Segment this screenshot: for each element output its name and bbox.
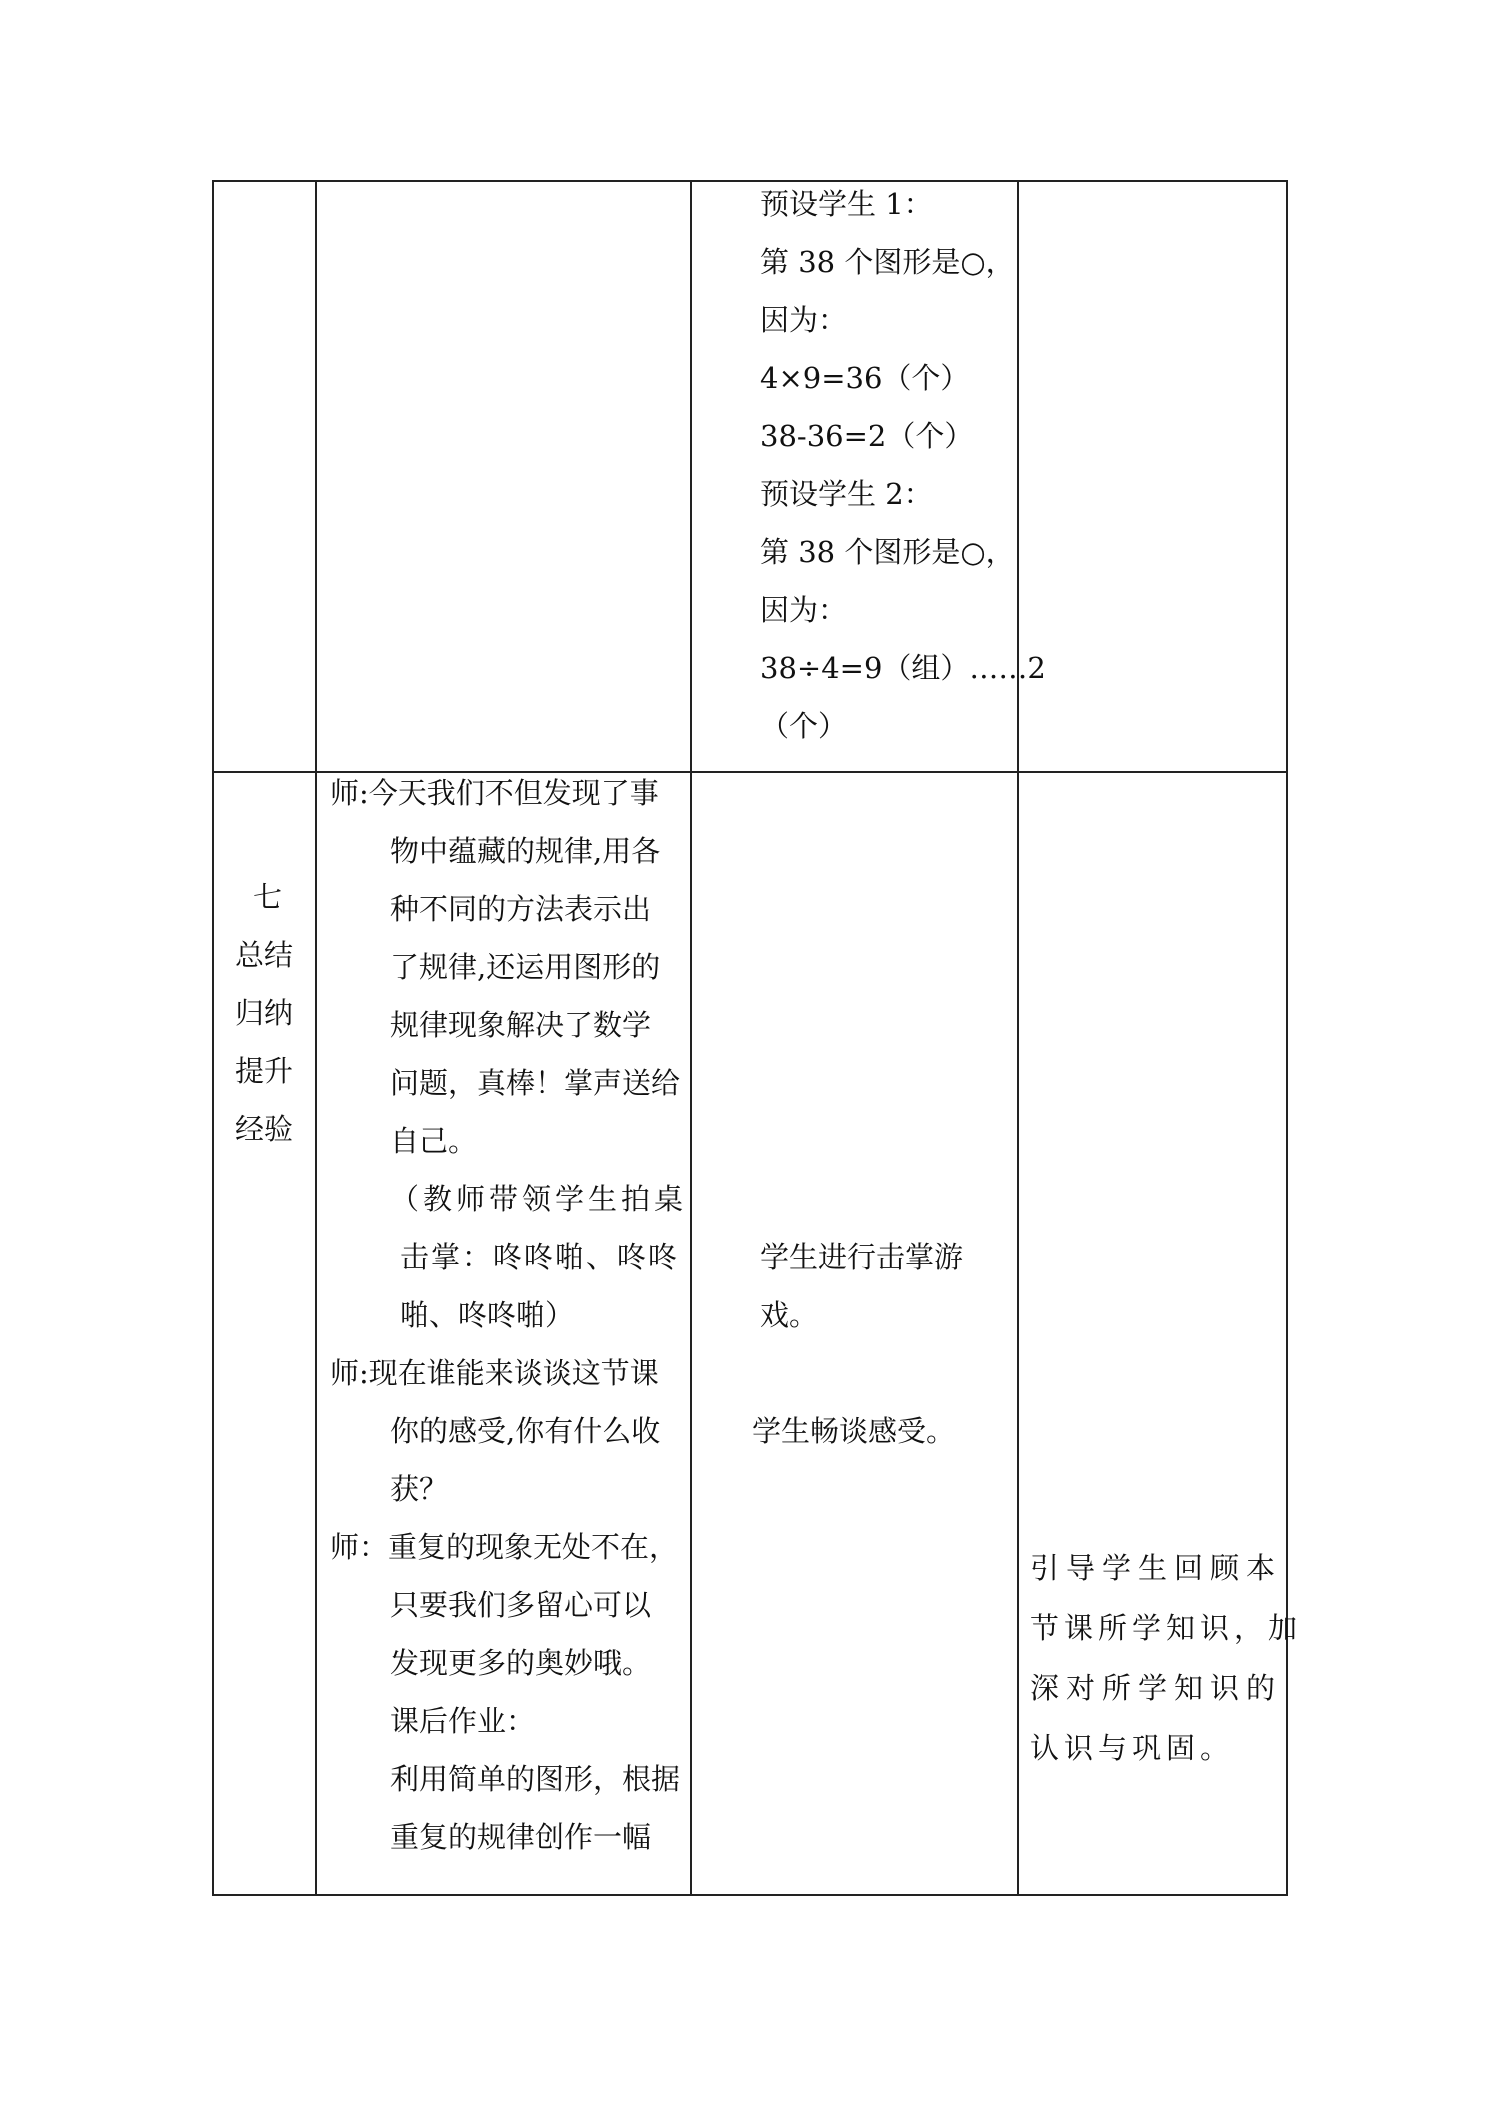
intent-line: 认识与巩固。 — [1030, 1731, 1235, 1765]
intent-line: 深对所学知识的 — [1030, 1671, 1283, 1705]
student-line: 4×9=36（个） — [760, 361, 970, 395]
table-divider-3 — [1017, 180, 1019, 1896]
teacher-line: 师：重复的现象无处不在， — [330, 1530, 679, 1564]
teacher-line: 击掌：咚咚啪、咚咚 — [400, 1240, 680, 1274]
teacher-line: 物中蕴藏的规律,用各 — [390, 834, 661, 868]
teacher-line: 自己。 — [390, 1124, 478, 1158]
teacher-line: 重复的规律创作一幅 — [390, 1820, 652, 1854]
teacher-line: 种不同的方法表示出 — [390, 892, 652, 926]
table-border-bottom — [212, 1894, 1288, 1896]
teacher-line: （教师带领学生拍桌 — [390, 1182, 688, 1216]
teacher-line: 课后作业： — [390, 1704, 536, 1738]
teacher-line: 利用简单的图形，根据 — [390, 1762, 681, 1796]
student-line: 38-36=2（个） — [760, 419, 974, 453]
teacher-line: 问题，真棒！掌声送给 — [390, 1066, 681, 1100]
stage-label-line: 提升 — [235, 1054, 294, 1088]
teacher-line: 啪、咚咚啪） — [400, 1298, 575, 1332]
table-border-top — [212, 180, 1288, 182]
table-divider-2 — [690, 180, 692, 1896]
student-line: 第 38 个图形是○， — [760, 245, 1015, 279]
student-line: （个） — [760, 709, 848, 743]
student-line: 预设学生 1： — [760, 187, 933, 221]
student-activity-line: 学生畅谈感受。 — [752, 1414, 956, 1448]
stage-label-line: 七 — [253, 880, 283, 914]
table-divider-1 — [315, 180, 317, 1896]
table-border-left — [212, 180, 214, 1896]
teacher-line: 师:今天我们不但发现了事 — [330, 776, 659, 810]
intent-line: 引导学生回顾本 — [1030, 1551, 1283, 1585]
student-line: 第 38 个图形是○， — [760, 535, 1015, 569]
teacher-line: 获？ — [390, 1472, 449, 1506]
stage-label-line: 经验 — [235, 1112, 294, 1146]
intent-line: 节课所学知识，加 — [1030, 1611, 1303, 1645]
teacher-line: 只要我们多留心可以 — [390, 1588, 652, 1622]
teacher-line: 你的感受,你有什么收 — [390, 1414, 661, 1448]
student-line: 预设学生 2： — [760, 477, 933, 511]
student-activity-line: 学生进行击掌游 — [760, 1240, 964, 1274]
teacher-line: 规律现象解决了数学 — [390, 1008, 652, 1042]
teacher-line: 发现更多的奥妙哦。 — [390, 1646, 652, 1680]
student-line: 因为： — [760, 593, 848, 627]
student-line: 38÷4=9（组）……2 — [760, 651, 1046, 685]
stage-label-line: 总结 — [235, 938, 294, 972]
stage-label-line: 归纳 — [235, 996, 294, 1030]
teacher-line: 师:现在谁能来谈谈这节课 — [330, 1356, 659, 1390]
teacher-line: 了规律,还运用图形的 — [390, 950, 661, 984]
student-line: 因为： — [760, 303, 848, 337]
student-activity-line: 戏。 — [760, 1298, 819, 1332]
